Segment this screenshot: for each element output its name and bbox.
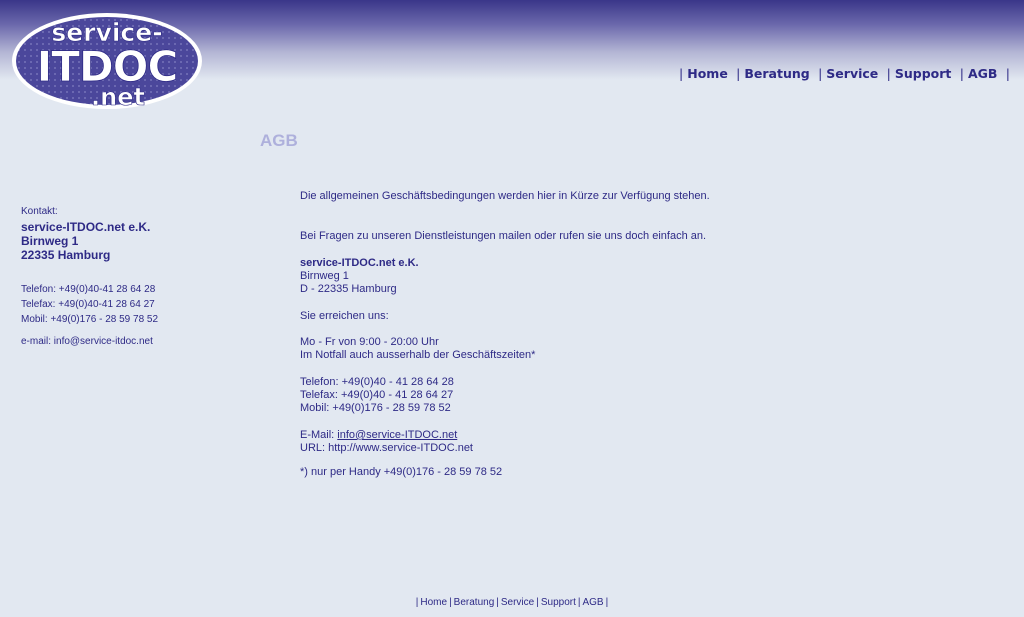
nav-separator: | — [1005, 66, 1010, 81]
footer-separator: | — [577, 597, 581, 608]
sidebar-email: e-mail: info@service-itdoc.net — [21, 336, 153, 347]
footer-navigation — [0, 597, 1024, 608]
nav-agb[interactable]: AGB — [967, 66, 998, 81]
sidebar-mobile: Mobil: +49(0)176 - 28 59 78 52 — [21, 314, 159, 325]
nav-separator: | — [679, 66, 684, 81]
footer-separator: | — [536, 597, 539, 608]
footer-separator: | — [605, 597, 609, 608]
logo-text-line2: ITDOC — [36, 42, 178, 91]
sidebar-company: service-ITDOC.net e.K. — [21, 220, 151, 234]
nav-separator: | — [736, 66, 741, 81]
sidebar-city: 22335 Hamburg — [21, 248, 111, 262]
main-company: service-ITDOC.net e.K. — [300, 257, 419, 269]
reach-label: Sie erreichen uns: — [300, 310, 389, 322]
url-line: URL: http://www.service-ITDOC.net — [300, 442, 473, 454]
main-city: D - 22335 Hamburg — [300, 283, 397, 295]
business-hours: Mo - Fr von 9:00 - 20:00 Uhr — [300, 336, 439, 348]
footer-nav-support[interactable]: Support — [540, 597, 576, 608]
footer-nav-beratung[interactable]: Beratung — [453, 597, 495, 608]
sidebar-street: Birnweg 1 — [21, 234, 79, 248]
contact-label: Kontakt: — [21, 206, 58, 217]
footer-nav-service[interactable]: Service — [500, 597, 535, 608]
footer-separator: | — [449, 597, 452, 608]
emergency-note: Im Notfall auch ausserhalb der Geschäftszeiten* — [300, 349, 536, 361]
main-mobile: Mobil: +49(0)176 - 28 59 78 52 — [300, 402, 451, 414]
email-link[interactable]: info@service-ITDOC.net — [337, 429, 458, 441]
email-label: E-Mail: — [300, 429, 338, 441]
top-navigation — [675, 66, 1014, 81]
sidebar-fax: Telefax: +49(0)40-41 28 64 27 — [21, 299, 155, 310]
logo-text-line1: service- — [51, 18, 163, 47]
footer-nav-agb[interactable]: AGB — [582, 597, 604, 608]
logo-text-line3: .net — [91, 83, 145, 111]
nav-separator: | — [818, 66, 823, 81]
nav-beratung[interactable]: Beratung — [744, 66, 810, 81]
contact-sidebar — [21, 204, 158, 349]
nav-support[interactable]: Support — [894, 66, 952, 81]
main-fax: Telefax: +49(0)40 - 41 28 64 27 — [300, 389, 454, 401]
questions-text: Bei Fragen zu unseren Dienstleistungen mailen oder rufen sie uns doch einfach an. — [300, 230, 707, 242]
nav-separator: | — [959, 66, 964, 81]
main-street: Birnweg 1 — [300, 270, 349, 282]
main-content — [300, 190, 860, 479]
nav-separator: | — [886, 66, 891, 81]
nav-home[interactable]: Home — [687, 66, 728, 81]
nav-service[interactable]: Service — [826, 66, 879, 81]
page-title: AGB — [260, 131, 298, 150]
footer-nav-home[interactable]: Home — [420, 597, 448, 608]
sidebar-phone: Telefon: +49(0)40-41 28 64 28 — [21, 284, 156, 295]
intro-text: Die allgemeinen Geschäftsbedingungen werden hier in Kürze zur Verfügung stehen. — [300, 190, 710, 202]
footer-separator: | — [415, 597, 419, 608]
footer-separator: | — [496, 597, 499, 608]
footnote: *) nur per Handy +49(0)176 - 28 59 78 52 — [300, 466, 503, 478]
main-phone: Telefon: +49(0)40 - 41 28 64 28 — [300, 376, 454, 388]
email-line — [300, 429, 860, 442]
site-logo[interactable] — [10, 11, 204, 111]
